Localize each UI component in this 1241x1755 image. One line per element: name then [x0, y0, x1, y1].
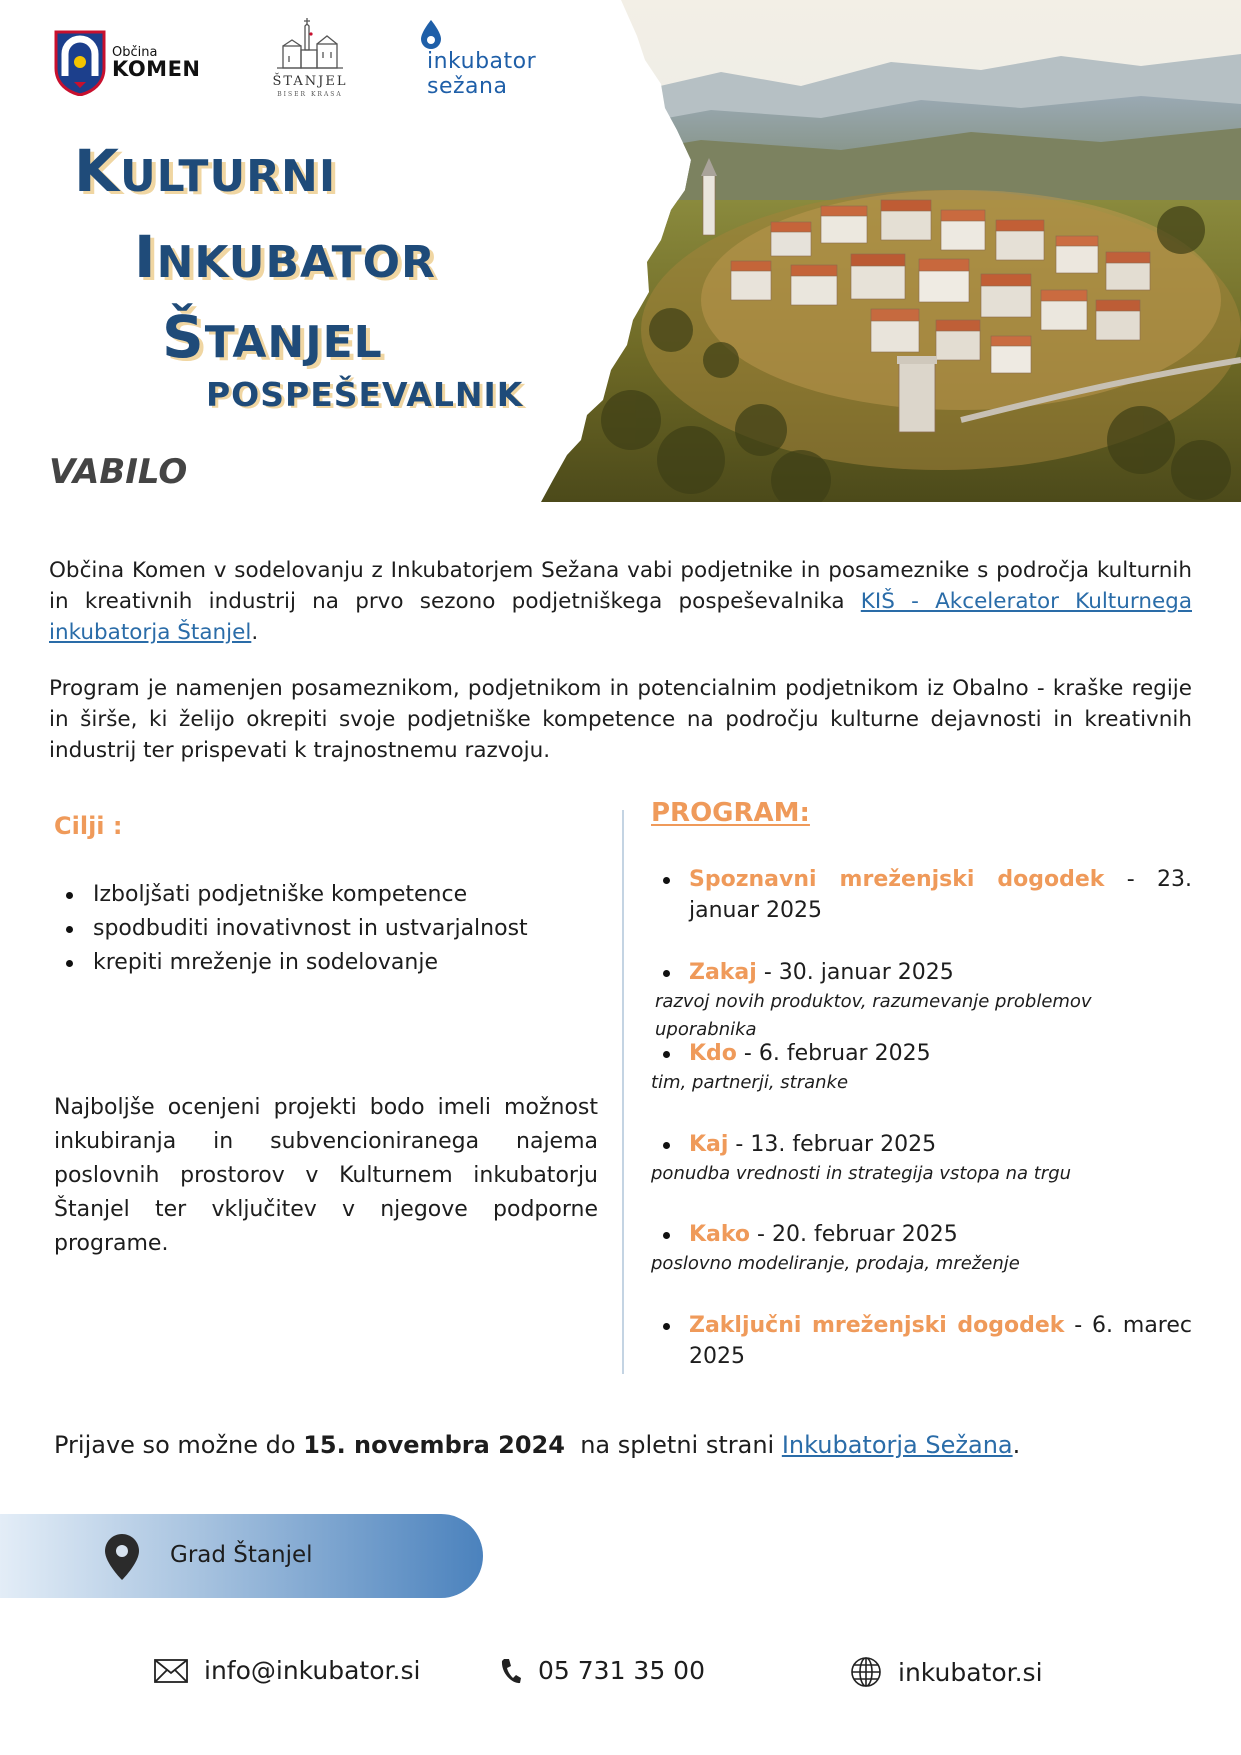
title-line-pospesevalnik: POSPEŠEVALNIK	[206, 375, 524, 414]
contact-email[interactable]	[154, 1656, 420, 1685]
inkubator-logo-line2: sežana	[427, 74, 508, 99]
contact-website[interactable]	[850, 1656, 1043, 1688]
stanjel-logo-name: ŠTANJEL	[272, 74, 348, 89]
deadline-date: 15. novembra 2024	[303, 1431, 565, 1459]
title-line-inkubator	[134, 223, 436, 291]
program-item-date: - 30. januar 2025	[756, 960, 954, 985]
intro-p1-end: .	[251, 620, 259, 645]
program-item-name: Kdo	[689, 1041, 737, 1066]
stanjel-logo-icon	[275, 16, 345, 74]
logo-stanjel	[265, 16, 355, 98]
komen-logo-small: Občina	[112, 45, 158, 60]
inkubator-drop-icon	[418, 18, 444, 52]
phone-icon	[500, 1657, 522, 1685]
deadline-end: .	[1012, 1431, 1021, 1459]
intro-paragraph-2: Program je namenjen posameznikom, podjetnikom in potencialnim podjetnikom iz Obalno - kraške regije in širše, ki želijo okrepiti svoje podjetniške kompetence na področju kulturne dejavnosti in kreativnih industrij ter prispevati k trajnostnemu razvoju.	[49, 676, 1192, 763]
goal-item: krepiti mreženje in sodelovanje	[66, 946, 528, 980]
logo-obcina-komen	[54, 30, 201, 96]
program-item-3	[651, 1038, 1192, 1097]
globe-icon	[850, 1656, 882, 1688]
location-text: Grad Štanjel	[170, 1542, 313, 1568]
program-item-date: - 6. marec 2025	[689, 1313, 1193, 1369]
akcelerator-link[interactable]: KIŠ - Akcelerator Kulturnega inkubatorja Štanjel	[49, 589, 1192, 645]
program-item-note: ponudba vrednosti in strategija vstopa na trgu	[651, 1163, 1072, 1184]
program-item-name: Zaključni mreženjski dogodek	[689, 1313, 1065, 1338]
deadline-mid: na spletni strani	[564, 1431, 782, 1459]
program-item-name: Spoznavni mreženjski dogodek	[689, 867, 1105, 892]
email-text: info@inkubator.si	[204, 1656, 421, 1685]
intro-p1-text: Občina Komen v sodelovanju z Inkubatorjem Sežana vabi podjetnike in posameznike s področja kulturnih in kreativnih industrij na prvo sezono podjetniškega pospeševalnika	[49, 558, 1192, 614]
title-line-stanjel	[162, 303, 383, 371]
program-item-date: - 20. februar 2025	[750, 1222, 958, 1247]
goals-heading: Cilji :	[54, 812, 123, 840]
program-item-6	[651, 1310, 1192, 1372]
title-cap-s: Š	[162, 303, 205, 371]
title-cap-k: K	[74, 137, 120, 205]
title-rest-nkubator: NKUBATOR	[156, 237, 436, 288]
location-banner	[0, 1514, 483, 1598]
program-item-1	[651, 864, 1192, 926]
logo-inkubator-sezana	[418, 18, 537, 99]
program-item-date: - 13. februar 2025	[728, 1132, 937, 1157]
intro-paragraph-1	[49, 555, 1192, 648]
application-deadline	[54, 1431, 1020, 1459]
program-item-4	[651, 1129, 1192, 1188]
envelope-icon	[154, 1659, 188, 1683]
komen-crest-icon	[54, 30, 106, 96]
location-pin-icon	[104, 1533, 140, 1581]
title-rest-tanjel: TANJEL	[204, 317, 383, 368]
phone-text: 05 731 35 00	[538, 1656, 705, 1685]
website-text: inkubator.si	[898, 1657, 1043, 1687]
program-item-name: Kaj	[689, 1132, 729, 1157]
inkubator-sezana-link[interactable]: Inkubatorja Sežana	[781, 1431, 1013, 1459]
program-item-note: poslovno modeliranje, prodaja, mreženje	[651, 1253, 1020, 1274]
invitation-heading: VABILO	[49, 452, 188, 492]
best-projects-text: Najboljše ocenjeni projekti bodo imeli možnost inkubiranja in subvencioniranega najema poslovnih prostorov v Kulturnem inkubatorju Štanjel ter vključitev v njegove podporne programe.	[54, 1095, 598, 1256]
komen-logo-big: KOMEN	[112, 57, 201, 81]
program-item-2	[651, 957, 1192, 1044]
goal-item: Izboljšati podjetniške kompetence	[66, 878, 528, 912]
program-item-note: tim, partnerji, stranke	[651, 1072, 849, 1093]
program-item-name: Kako	[689, 1222, 751, 1247]
column-divider	[622, 810, 624, 1374]
program-item-date: - 23. januar 2025	[689, 867, 1192, 923]
contact-phone[interactable]	[500, 1656, 705, 1685]
stanjel-logo-sub: BISER KRASA	[277, 91, 343, 98]
title-line-kulturni	[74, 137, 337, 205]
deadline-pre: Prijave so možne do	[54, 1431, 304, 1459]
goal-item: spodbuditi inovativnost in ustvarjalnost	[66, 912, 528, 946]
title-rest-ulturni: ULTURNI	[119, 151, 337, 202]
inkubator-logo-line1: inkubator	[427, 49, 537, 74]
program-item-note: razvoj novih produktov, razumevanje problemov uporabnika	[655, 991, 1092, 1040]
title-cap-i: I	[134, 223, 157, 291]
program-item-name: Zakaj	[689, 960, 757, 985]
goals-list	[66, 878, 528, 980]
program-item-date: - 6. februar 2025	[736, 1041, 931, 1066]
program-heading: PROGRAM:	[651, 798, 810, 828]
program-item-5	[651, 1219, 1192, 1278]
hero-village-photo	[541, 0, 1241, 502]
